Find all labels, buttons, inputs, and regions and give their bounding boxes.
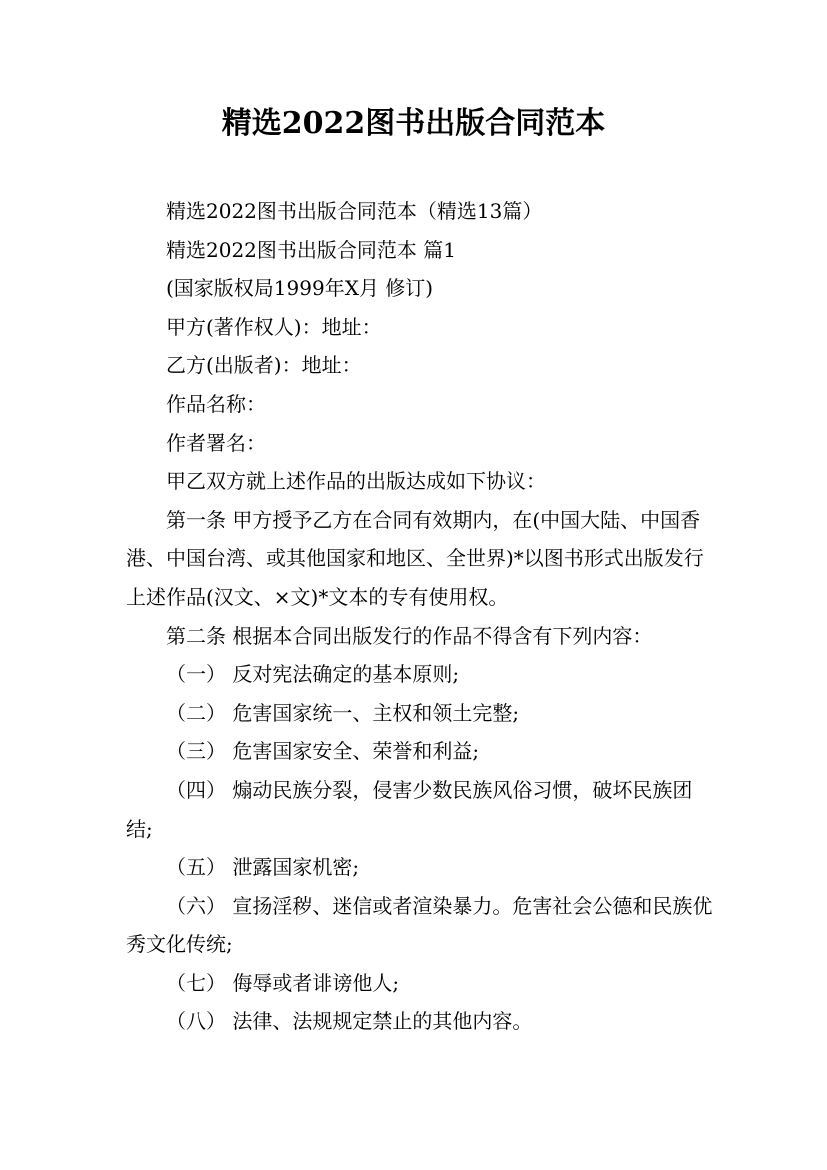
paragraph: 精选2022图书出版合同范本（精选13篇） — [166, 199, 543, 223]
document-title: 精选2022图书出版合同范本 — [221, 106, 606, 141]
paragraph: 精选2022图书出版合同范本 篇1 — [166, 237, 456, 262]
paragraph: （三） 危害国家安全、荣誉和利益; — [166, 739, 480, 764]
paragraph: （一） 反对宪法确定的基本原则; — [166, 662, 460, 687]
paragraph: (国家版权局1999年X月 修订) — [166, 276, 434, 301]
paragraph: 第二条 根据本合同出版发行的作品不得含有下列内容： — [166, 623, 653, 648]
paragraph: （六） 宣扬淫秽、迷信或者渲染暴力。危害社会公德和民族优秀文化传统; — [126, 893, 713, 957]
paragraph: 作品名称： — [166, 391, 266, 416]
paragraph: （七） 侮辱或者诽谤他人; — [166, 970, 400, 995]
paragraph: 甲方(著作权人)：地址： — [166, 314, 382, 339]
paragraph: （八） 法律、法规规定禁止的其他内容。 — [166, 1009, 533, 1034]
paragraph: （四） 煽动民族分裂，侵害少数民族风俗习惯，破坏民族团结; — [126, 777, 693, 841]
paragraph: （五） 泄露国家机密; — [166, 855, 360, 880]
paragraph: 第一条 甲方授予乙方在合同有效期内，在(中国大陆、中国香港、中国台湾、或其他国家和地区、全世界)*以图书形式出版发行上述作品(汉文、×文)*文本的专有使用权。 — [126, 507, 704, 609]
paragraph: 作者署名： — [166, 430, 266, 455]
document-body — [126, 192, 716, 1041]
paragraph: 乙方(出版者)：地址： — [166, 353, 362, 378]
paragraph: 甲乙双方就上述作品的出版达成如下协议： — [166, 469, 546, 494]
paragraph: （二） 危害国家统一、主权和领土完整; — [166, 700, 520, 725]
